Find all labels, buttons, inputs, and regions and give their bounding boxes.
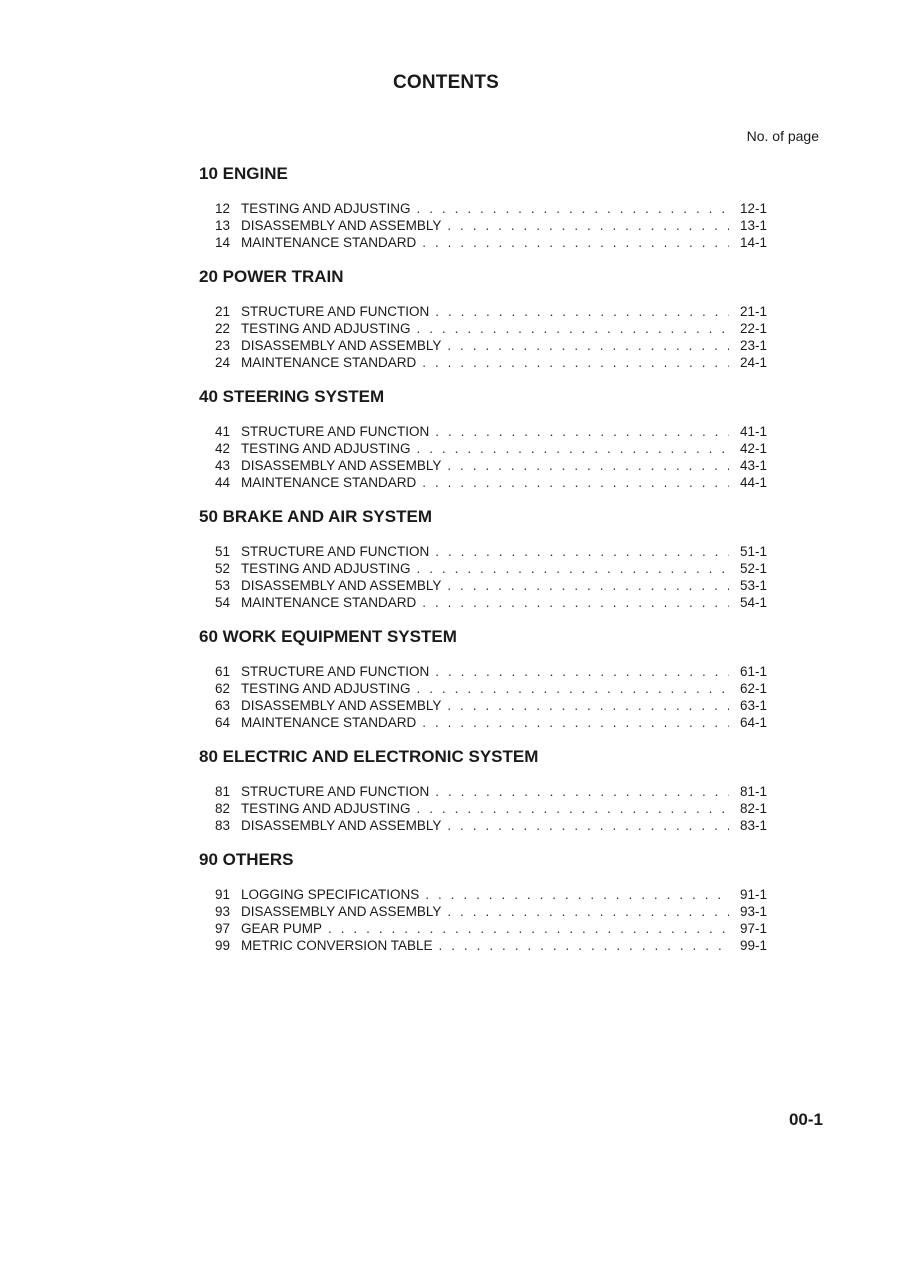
toc-entry xyxy=(215,440,767,457)
dot-leader xyxy=(435,543,729,560)
entry-number: 21 xyxy=(215,304,231,319)
entry-label: MAINTENANCE STANDARD xyxy=(241,595,417,610)
entry-number: 51 xyxy=(215,544,231,559)
dot-leader xyxy=(422,474,729,491)
entry-page-ref: 81-1 xyxy=(739,784,767,799)
entry-page-ref: 91-1 xyxy=(739,887,767,902)
entry-number: 43 xyxy=(215,458,231,473)
toc-section xyxy=(199,747,767,834)
toc-section xyxy=(199,164,767,251)
dot-leader xyxy=(425,886,729,903)
toc-entry xyxy=(215,234,767,251)
entry-label: DISASSEMBLY AND ASSEMBLY xyxy=(241,338,442,353)
entry-label: GEAR PUMP xyxy=(241,921,323,936)
dot-leader xyxy=(435,423,729,440)
toc-section xyxy=(199,267,767,371)
section-entries xyxy=(199,886,767,954)
entry-label: DISASSEMBLY AND ASSEMBLY xyxy=(241,904,442,919)
toc-entry xyxy=(215,577,767,594)
entry-page-ref: 51-1 xyxy=(739,544,767,559)
toc-entry xyxy=(215,543,767,560)
toc-entry xyxy=(215,937,767,954)
section-entries xyxy=(199,423,767,491)
toc-section xyxy=(199,627,767,731)
entry-page-ref: 24-1 xyxy=(739,355,767,370)
entry-number: 54 xyxy=(215,595,231,610)
entry-number: 53 xyxy=(215,578,231,593)
dot-leader xyxy=(417,440,729,457)
entry-number: 91 xyxy=(215,887,231,902)
section-entries xyxy=(199,663,767,731)
entry-page-ref: 23-1 xyxy=(739,338,767,353)
toc-entry xyxy=(215,354,767,371)
entry-page-ref: 22-1 xyxy=(739,321,767,336)
entry-page-ref: 12-1 xyxy=(739,201,767,216)
entry-number: 63 xyxy=(215,698,231,713)
section-entries xyxy=(199,303,767,371)
entry-label: STRUCTURE AND FUNCTION xyxy=(241,424,430,439)
entry-number: 64 xyxy=(215,715,231,730)
entry-label: MAINTENANCE STANDARD xyxy=(241,235,417,250)
section-title: 50 BRAKE AND AIR SYSTEM xyxy=(199,507,432,526)
dot-leader xyxy=(422,594,729,611)
toc-entry xyxy=(215,817,767,834)
entry-page-ref: 13-1 xyxy=(739,218,767,233)
toc-entry xyxy=(215,217,767,234)
table-of-contents xyxy=(199,164,767,970)
dot-leader xyxy=(417,560,729,577)
entry-number: 23 xyxy=(215,338,231,353)
dot-leader xyxy=(422,234,729,251)
entry-label: TESTING AND ADJUSTING xyxy=(241,561,411,576)
dot-leader xyxy=(422,354,729,371)
entry-page-ref: 97-1 xyxy=(739,921,767,936)
entry-page-ref: 21-1 xyxy=(739,304,767,319)
entry-number: 82 xyxy=(215,801,231,816)
entry-page-ref: 54-1 xyxy=(739,595,767,610)
entry-page-ref: 14-1 xyxy=(739,235,767,250)
entry-number: 12 xyxy=(215,201,231,216)
toc-entry xyxy=(215,697,767,714)
section-entries xyxy=(199,543,767,611)
entry-page-ref: 63-1 xyxy=(739,698,767,713)
section-title: 60 WORK EQUIPMENT SYSTEM xyxy=(199,627,457,646)
dot-leader xyxy=(417,200,729,217)
toc-entry xyxy=(215,594,767,611)
dot-leader xyxy=(435,783,729,800)
entry-label: TESTING AND ADJUSTING xyxy=(241,801,411,816)
entry-label: DISASSEMBLY AND ASSEMBLY xyxy=(241,578,442,593)
entry-label: TESTING AND ADJUSTING xyxy=(241,441,411,456)
section-title: 40 STEERING SYSTEM xyxy=(199,387,385,406)
toc-entry xyxy=(215,560,767,577)
section-title: 90 OTHERS xyxy=(199,850,294,869)
toc-entry xyxy=(215,714,767,731)
entry-number: 42 xyxy=(215,441,231,456)
toc-entry xyxy=(215,337,767,354)
footer-page-number: 00-1 xyxy=(788,1110,823,1129)
entry-page-ref: 62-1 xyxy=(739,681,767,696)
entry-label: TESTING AND ADJUSTING xyxy=(241,321,411,336)
entry-page-ref: 53-1 xyxy=(739,578,767,593)
entry-number: 13 xyxy=(215,218,231,233)
entry-label: MAINTENANCE STANDARD xyxy=(241,715,417,730)
entry-label: STRUCTURE AND FUNCTION xyxy=(241,664,430,679)
entry-label: METRIC CONVERSION TABLE xyxy=(241,938,433,953)
dot-leader xyxy=(447,903,729,920)
toc-entry xyxy=(215,783,767,800)
toc-section xyxy=(199,850,767,954)
entry-page-ref: 52-1 xyxy=(739,561,767,576)
section-title: 80 ELECTRIC AND ELECTRONIC SYSTEM xyxy=(199,747,539,766)
entry-label: STRUCTURE AND FUNCTION xyxy=(241,544,430,559)
toc-entry xyxy=(215,920,767,937)
entry-number: 24 xyxy=(215,355,231,370)
entry-label: MAINTENANCE STANDARD xyxy=(241,475,417,490)
entry-page-ref: 41-1 xyxy=(739,424,767,439)
entry-number: 83 xyxy=(215,818,231,833)
toc-entry xyxy=(215,303,767,320)
dot-leader xyxy=(417,800,729,817)
entry-page-ref: 93-1 xyxy=(739,904,767,919)
entry-label: TESTING AND ADJUSTING xyxy=(241,201,411,216)
entry-label: DISASSEMBLY AND ASSEMBLY xyxy=(241,218,442,233)
toc-section xyxy=(199,507,767,611)
dot-leader xyxy=(439,937,729,954)
entry-number: 99 xyxy=(215,938,231,953)
entry-label: DISASSEMBLY AND ASSEMBLY xyxy=(241,818,442,833)
entry-number: 97 xyxy=(215,921,231,936)
entry-page-ref: 42-1 xyxy=(739,441,767,456)
dot-leader xyxy=(328,920,729,937)
dot-leader xyxy=(447,457,729,474)
dot-leader xyxy=(417,320,729,337)
dot-leader xyxy=(422,714,729,731)
entry-number: 81 xyxy=(215,784,231,799)
toc-section xyxy=(199,387,767,491)
dot-leader xyxy=(447,217,729,234)
entry-page-ref: 83-1 xyxy=(739,818,767,833)
dot-leader xyxy=(447,817,729,834)
entry-label: STRUCTURE AND FUNCTION xyxy=(241,304,430,319)
dot-leader xyxy=(435,663,729,680)
entry-page-ref: 44-1 xyxy=(739,475,767,490)
entry-label: MAINTENANCE STANDARD xyxy=(241,355,417,370)
entry-number: 22 xyxy=(215,321,231,336)
entry-label: STRUCTURE AND FUNCTION xyxy=(241,784,430,799)
toc-entry xyxy=(215,320,767,337)
entry-number: 62 xyxy=(215,681,231,696)
toc-entry xyxy=(215,800,767,817)
entry-number: 93 xyxy=(215,904,231,919)
page-column-header: No. of page xyxy=(746,128,819,144)
toc-entry xyxy=(215,474,767,491)
entry-page-ref: 43-1 xyxy=(739,458,767,473)
section-entries xyxy=(199,200,767,251)
section-entries xyxy=(199,783,767,834)
entry-number: 41 xyxy=(215,424,231,439)
dot-leader xyxy=(447,697,729,714)
entry-number: 52 xyxy=(215,561,231,576)
toc-entry xyxy=(215,680,767,697)
entry-number: 61 xyxy=(215,664,231,679)
dot-leader xyxy=(435,303,729,320)
toc-entry xyxy=(215,886,767,903)
toc-entry xyxy=(215,423,767,440)
dot-leader xyxy=(417,680,729,697)
entry-label: DISASSEMBLY AND ASSEMBLY xyxy=(241,698,442,713)
dot-leader xyxy=(447,577,729,594)
toc-entry xyxy=(215,903,767,920)
toc-entry xyxy=(215,200,767,217)
entry-number: 44 xyxy=(215,475,231,490)
entry-label: DISASSEMBLY AND ASSEMBLY xyxy=(241,458,442,473)
toc-entry xyxy=(215,457,767,474)
section-title: 20 POWER TRAIN xyxy=(199,267,344,286)
section-title: 10 ENGINE xyxy=(199,164,288,183)
toc-entry xyxy=(215,663,767,680)
entry-page-ref: 99-1 xyxy=(739,938,767,953)
page-title: CONTENTS xyxy=(392,72,500,93)
entry-label: LOGGING SPECIFICATIONS xyxy=(241,887,420,902)
entry-page-ref: 64-1 xyxy=(739,715,767,730)
dot-leader xyxy=(447,337,729,354)
entry-page-ref: 82-1 xyxy=(739,801,767,816)
entry-number: 14 xyxy=(215,235,231,250)
entry-label: TESTING AND ADJUSTING xyxy=(241,681,411,696)
entry-page-ref: 61-1 xyxy=(739,664,767,679)
